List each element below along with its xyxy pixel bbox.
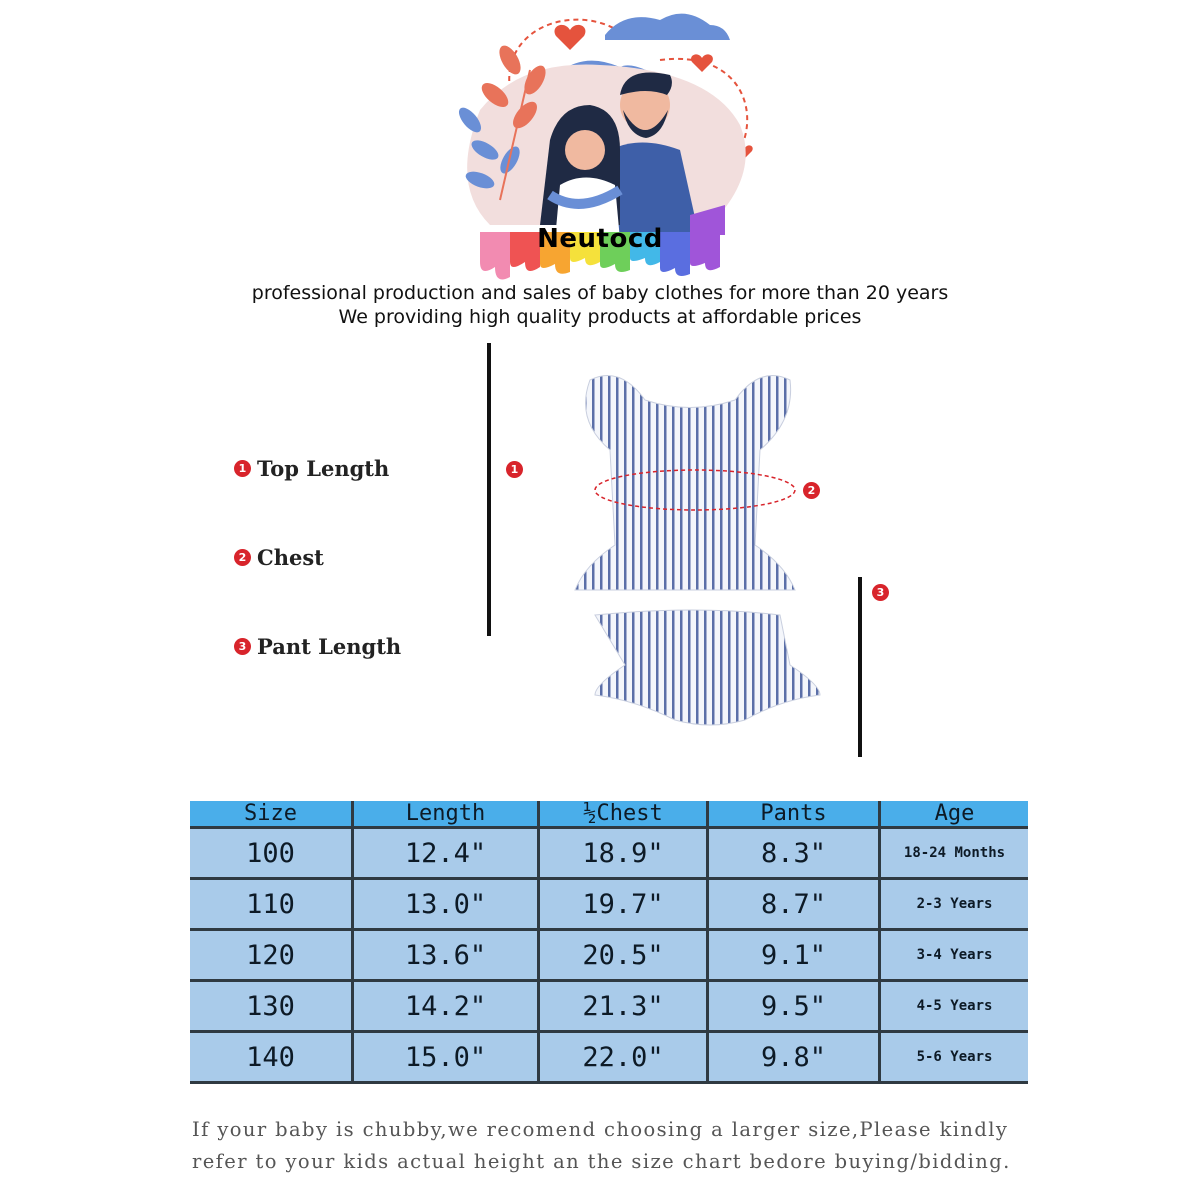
cell-chest: 21.3" xyxy=(540,982,709,1033)
cell-size: 120 xyxy=(190,931,354,982)
cell-chest: 18.9" xyxy=(540,829,709,880)
cell-size: 100 xyxy=(190,829,354,880)
table-row xyxy=(190,880,1028,931)
cell-length: 15.0" xyxy=(354,1033,540,1084)
legend-chest xyxy=(234,545,324,570)
header-age: Age xyxy=(881,801,1028,829)
cell-age: 2-3 Years xyxy=(881,880,1028,931)
cell-pants: 8.3" xyxy=(709,829,881,880)
cell-pants: 8.7" xyxy=(709,880,881,931)
cell-size: 130 xyxy=(190,982,354,1033)
legend-number-2: 2 xyxy=(234,549,251,566)
cell-length: 12.4" xyxy=(354,829,540,880)
legend-pant-length xyxy=(234,634,401,659)
legend-number-3: 3 xyxy=(234,638,251,655)
marker-top-length: 1 xyxy=(506,461,523,478)
header-half-chest: ½Chest xyxy=(540,801,709,829)
legend-number-1: 1 xyxy=(234,460,251,477)
cell-size: 110 xyxy=(190,880,354,931)
table-row xyxy=(190,829,1028,880)
cell-age: 18-24 Months xyxy=(881,829,1028,880)
cell-chest: 22.0" xyxy=(540,1033,709,1084)
tagline-line-1: professional production and sales of baby clothes for more than 20 years xyxy=(251,282,949,304)
swimsuit-product-image xyxy=(560,360,830,760)
cell-age: 3-4 Years xyxy=(881,931,1028,982)
header-size: Size xyxy=(190,801,354,829)
cell-pants: 9.1" xyxy=(709,931,881,982)
header-length: Length xyxy=(354,801,540,829)
cell-chest: 19.7" xyxy=(540,880,709,931)
legend-top-length xyxy=(234,456,389,481)
marker-pant-length: 3 xyxy=(872,584,889,601)
cell-length: 14.2" xyxy=(354,982,540,1033)
header-pants: Pants xyxy=(709,801,881,829)
brand-name: Neutocd xyxy=(537,224,663,254)
top-length-measure-line xyxy=(487,343,491,636)
cell-pants: 9.8" xyxy=(709,1033,881,1084)
size-chart-table xyxy=(190,801,1028,1084)
cell-pants: 9.5" xyxy=(709,982,881,1033)
pant-length-measure-line xyxy=(858,577,862,757)
legend-label-chest: Chest xyxy=(257,545,324,570)
sizing-advice-note: If your baby is chubby,we recomend choosing a larger size,Please kindly refer to your kids actual height an the size chart bedore buying/bidding. xyxy=(192,1118,1011,1173)
cell-chest: 20.5" xyxy=(540,931,709,982)
marker-chest: 2 xyxy=(803,482,820,499)
table-row xyxy=(190,1033,1028,1084)
table-row xyxy=(190,931,1028,982)
tagline-line-2: We providing high quality products at affordable prices xyxy=(338,306,862,328)
cell-length: 13.6" xyxy=(354,931,540,982)
legend-label-pant-length: Pant Length xyxy=(257,634,402,659)
cell-age: 5-6 Years xyxy=(881,1033,1028,1084)
cell-length: 13.0" xyxy=(354,880,540,931)
legend-label-top-length: Top Length xyxy=(257,456,390,481)
cell-size: 140 xyxy=(190,1033,354,1084)
table-header-row xyxy=(190,801,1028,829)
cell-age: 4-5 Years xyxy=(881,982,1028,1033)
table-row xyxy=(190,982,1028,1033)
